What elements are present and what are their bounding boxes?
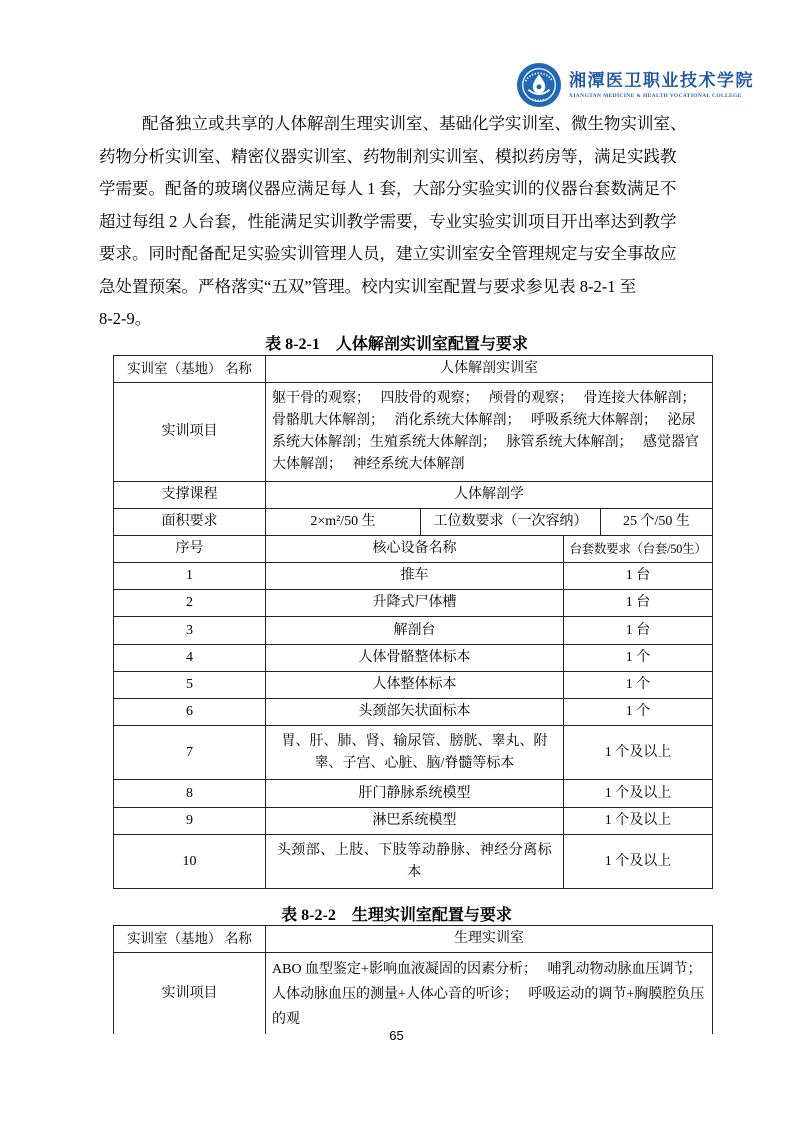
equipment-header: 核心设备名称 <box>266 536 564 563</box>
equipment-qty: 1 台 <box>564 590 713 617</box>
equipment-qty: 1 个 <box>564 672 713 699</box>
equipment-no: 6 <box>114 699 266 726</box>
intro-line: 药物分析实训室、精密仪器实训室、药物制剂实训室、模拟药房等，满足实践教 <box>99 146 677 166</box>
table-row <box>114 808 713 835</box>
equipment-qty: 1 个 <box>564 645 713 672</box>
equipment-name: 人体整体标本 <box>266 672 564 699</box>
intro-line: 超过每组 2 人台套，性能满足实训教学需要，专业实验实训项目开出率达到教学 <box>99 211 677 231</box>
equipment-name: 淋巴系统模型 <box>266 808 564 835</box>
equipment-no: 3 <box>114 617 266 645</box>
table-row <box>114 672 713 699</box>
equipment-name: 解剖台 <box>266 617 564 645</box>
seats-value: 25 个/50 生 <box>601 509 713 536</box>
equipment-name: 头颈部矢状面标本 <box>266 699 564 726</box>
equipment-name: 胃、肝、肺、肾、输尿管、膀胱、睾丸、附睾、子宫、心脏、脑/脊髓等标本 <box>266 726 564 780</box>
no-header: 序号 <box>114 536 266 563</box>
physiology-lab-table <box>113 925 713 1034</box>
intro-paragraph <box>99 108 699 336</box>
equipment-qty: 1 个及以上 <box>564 780 713 808</box>
equipment-name: 人体骨骼整体标本 <box>266 645 564 672</box>
intro-line: 要求。同时配备配足实验实训管理人员，建立实训室安全管理规定与安全事故应 <box>99 244 677 263</box>
course-value: 人体解剖学 <box>266 482 713 509</box>
projects-label: 实训项目 <box>114 953 266 1035</box>
room-name-label: 实训室（基地） 名称 <box>114 926 266 953</box>
college-name-en: XIANGTAN MEDICINE & HEALTH VOCATIONAL COLLEGE <box>569 93 742 99</box>
page-number: 65 <box>389 1028 404 1043</box>
equipment-no: 1 <box>114 563 266 590</box>
equipment-no: 8 <box>114 780 266 808</box>
equipment-no: 10 <box>114 835 266 889</box>
projects-label: 实训项目 <box>114 383 266 482</box>
qty-header: 台套数要求（台套/50生） <box>564 536 713 563</box>
equipment-no: 4 <box>114 645 266 672</box>
college-name-zh: 湘潭医卫职业技术学院 <box>569 71 754 90</box>
equipment-qty: 1 个及以上 <box>564 808 713 835</box>
room-name-value: 生理实训室 <box>266 926 713 953</box>
table-row <box>114 590 713 617</box>
projects-value: ABO 血型鉴定+影响血液凝固的因素分析； 哺乳动物动脉血压调节； 人体动脉血压的测量+人体心音的听诊； 呼吸运动的调节+胸膜腔负压的观 <box>266 953 713 1035</box>
intro-line: 学需要。配备的玻璃仪器应满足每人 1 套，大部分实验实训的仪器台套数满足不 <box>99 179 677 198</box>
table2-caption: 表 8-2-2 生理实训室配置与要求 <box>281 907 512 924</box>
room-name-label: 实训室（基地） 名称 <box>114 356 266 383</box>
table-row <box>114 726 713 780</box>
table-row <box>114 835 713 889</box>
area-value: 2×m²/50 生 <box>266 509 421 536</box>
table-row <box>114 645 713 672</box>
intro-line: 急处置预案。严格落实“五双”管理。校内实训室配置与要求参见表 8-2-1 至 <box>99 276 637 296</box>
equipment-name: 头颈部、上肢、下肢等动静脉、神经分离标本 <box>266 835 564 889</box>
equipment-no: 5 <box>114 672 266 699</box>
equipment-qty: 1 个及以上 <box>564 835 713 889</box>
equipment-qty: 1 台 <box>564 617 713 645</box>
college-logo <box>516 62 754 108</box>
equipment-name: 推车 <box>266 563 564 590</box>
table-row <box>114 617 713 645</box>
equipment-qty: 1 个及以上 <box>564 726 713 780</box>
intro-line: 配备独立或共享的人体解剖生理实训室、基础化学实训室、微生物实训室、 <box>142 114 687 133</box>
equipment-name: 肝门静脉系统模型 <box>266 780 564 808</box>
intro-line: 8-2-9。 <box>99 309 152 328</box>
equipment-qty: 1 台 <box>564 563 713 590</box>
course-label: 支撑课程 <box>114 482 266 509</box>
table-row <box>114 563 713 590</box>
table-row <box>114 780 713 808</box>
room-name-value: 人体解剖实训室 <box>266 356 713 383</box>
equipment-no: 9 <box>114 808 266 835</box>
equipment-name: 升降式尸体槽 <box>266 590 564 617</box>
table1-caption: 表 8-2-1 人体解剖实训室配置与要求 <box>265 336 528 353</box>
anatomy-lab-table <box>113 355 713 889</box>
equipment-no: 2 <box>114 590 266 617</box>
seats-label: 工位数要求（一次容纳） <box>421 509 601 536</box>
equipment-no: 7 <box>114 726 266 780</box>
equipment-qty: 1 个 <box>564 699 713 726</box>
college-emblem-icon <box>516 62 562 108</box>
table-row <box>114 699 713 726</box>
area-label: 面积要求 <box>114 509 266 536</box>
projects-value: 躯干骨的观察； 四肢骨的观察； 颅骨的观察； 骨连接大体解剖； 骨骼肌大体解剖； 消化系统大体解剖； 呼吸系统大体解剖； 泌尿系统大体解剖；生殖系统大体解剖； 脉管系统大体解剖； 感觉器官大体解剖； 神经系统大体解剖 <box>266 383 713 482</box>
